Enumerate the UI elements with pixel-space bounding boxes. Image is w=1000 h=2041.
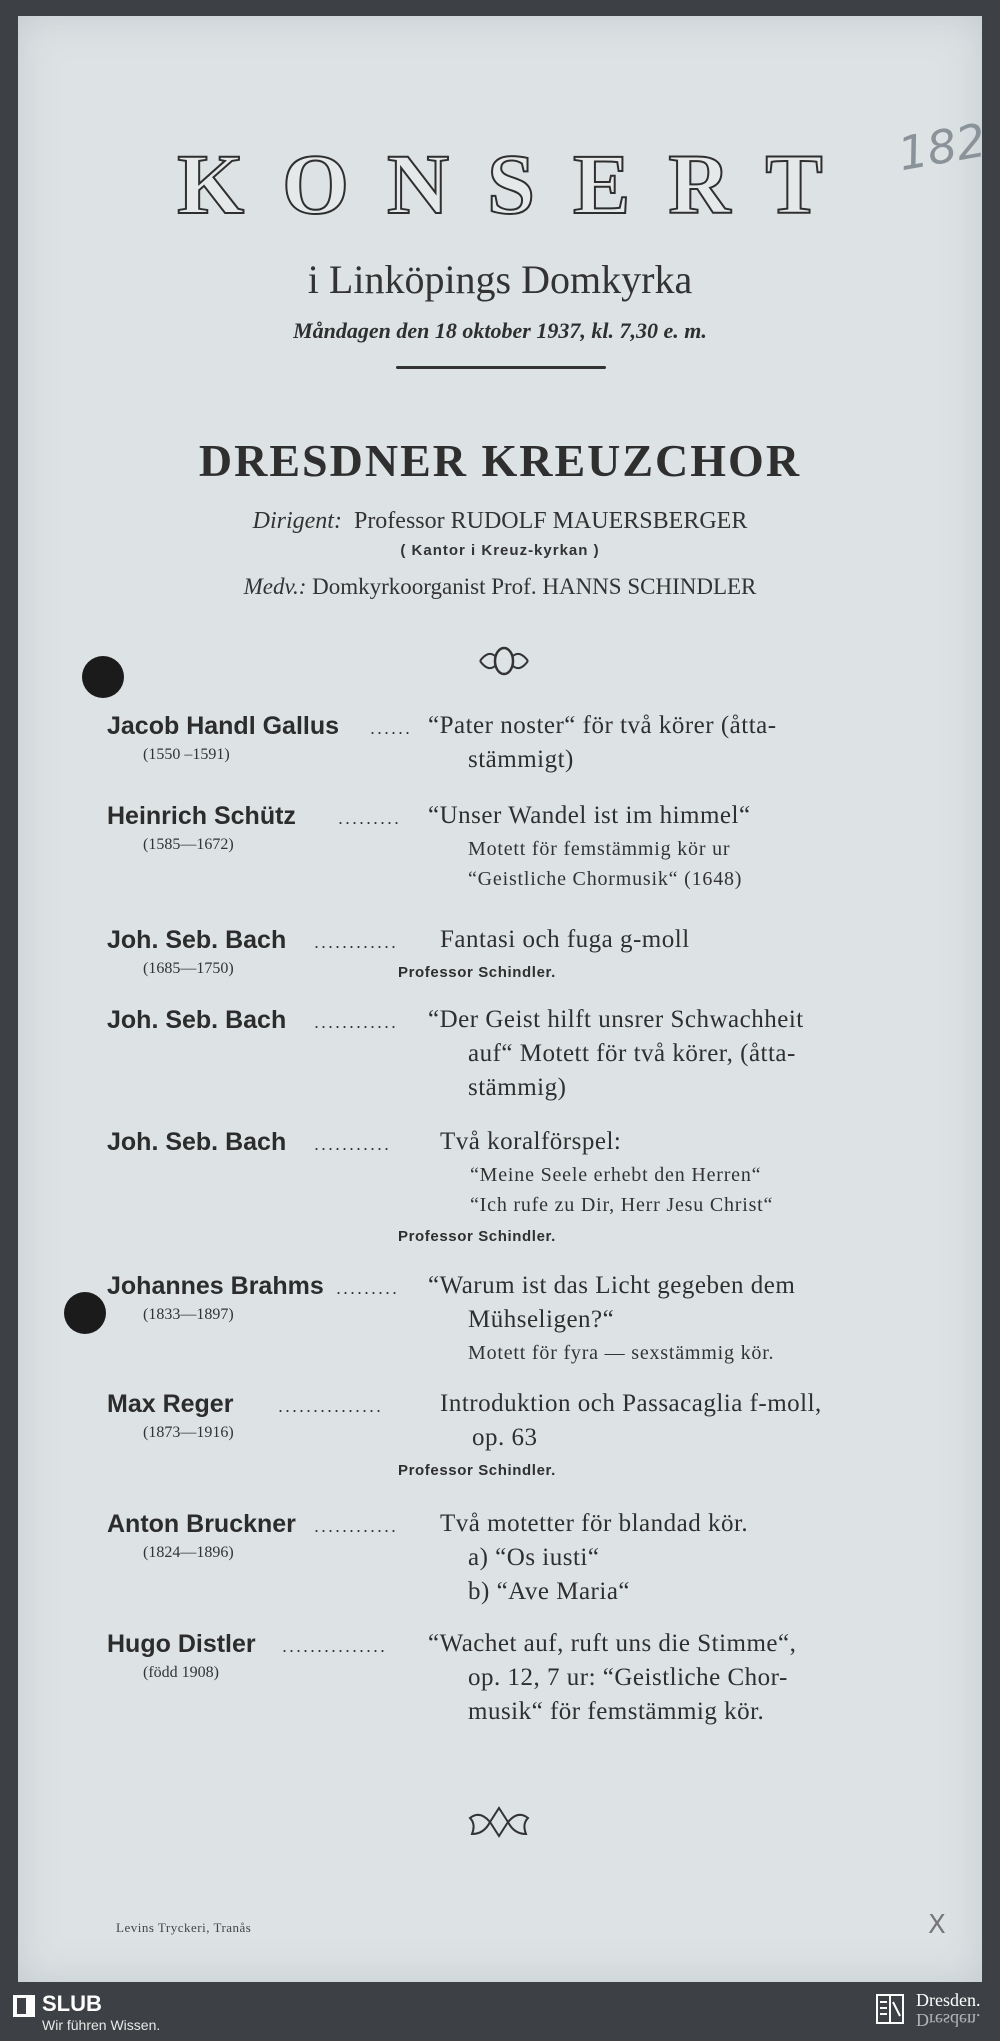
conductor-label: Dirigent: [252,508,342,534]
composer-years: (1685—1750) [143,960,234,977]
work-line: op. 63 [472,1424,538,1451]
work-line: “Geistliche Chormusik“ (1648) [468,868,743,890]
assist-label: Medv.: [243,574,307,599]
composer-years: (1833—1897) [143,1306,234,1323]
ornament-icon [464,1804,534,1840]
printer-credit: Levins Tryckeri, Tranås [116,1920,252,1935]
ornament-icon [476,644,532,678]
leader-dots: ............ [314,932,399,952]
choir-name: DRESDNER KREUZCHOR [198,435,802,486]
work-line: auf“ Motett för två körer, (åtta- [468,1040,796,1067]
composer-years: (1873—1916) [143,1424,234,1441]
conductor-note: ( Kantor i Kreuz-kyrkan ) [400,542,600,559]
slub-tagline: Wir führen Wissen. [42,2017,161,2033]
performer-note: Professor Schindler. [398,1228,556,1245]
conductor-name: Professor RUDOLF MAUERSBERGER [353,508,748,534]
work-line: stämmigt) [468,746,574,773]
leader-dots: ........... [314,1134,392,1154]
work-line: Två motetter för blandad kör. [440,1510,749,1537]
composer-years: (1824—1896) [143,1544,234,1561]
leader-dots: ...... [370,718,413,738]
composer-years: (född 1908) [143,1664,219,1681]
work-line: stämmig) [468,1074,567,1101]
leader-dots: ......... [338,808,402,828]
leader-dots: ............... [282,1636,388,1656]
work-line: “Pater noster“ för två körer (åtta- [428,712,777,739]
slub-logo-icon [12,1994,36,2018]
work-line: Fantasi och fuga g-moll [440,926,690,953]
leader-dots: ............ [314,1516,399,1536]
composer-years: (1585—1672) [143,836,234,853]
venue-subtitle: i Linköpings Domkyrka [307,257,693,302]
performer-note: Professor Schindler. [398,964,556,981]
work-line: Mühseligen?“ [468,1306,615,1333]
work-line: Introduktion och Passacaglia f-moll, [440,1390,822,1417]
dresden-text: Dresden. [916,1990,981,2010]
conductor-line [18,508,982,535]
punch-hole [82,656,124,698]
work-line: “Unser Wandel ist im himmel“ [428,802,751,829]
composer-name: Joh. Seb. Bach [107,1006,287,1034]
composer-years: (1550 –1591) [143,746,230,763]
leader-dots: ............... [278,1396,384,1416]
work-line: b) “Ave Maria“ [468,1578,631,1605]
divider-rule [396,366,606,369]
work-line: “Ich rufe zu Dir, Herr Jesu Christ“ [470,1194,774,1216]
dresden-text-mirrored: Dresden. [916,2010,981,2030]
punch-hole [64,1292,106,1334]
work-line: Motett för femstämmig kör ur [468,838,731,860]
performer-note: Professor Schindler. [398,1462,556,1479]
assist-line [18,574,982,600]
footer-bar [0,1988,1000,2041]
slub-logo-text: SLUB [42,1991,102,2016]
composer-name: Jacob Handl Gallus [107,712,340,740]
concert-date: Måndagen den 18 oktober 1937, kl. 7,30 e. m. [293,318,707,343]
work-line: a) “Os iusti“ [468,1544,600,1571]
poster-title: KONSERT [177,136,861,232]
composer-name: Hugo Distler [107,1630,256,1658]
work-line: Två koralförspel: [440,1128,622,1155]
assist-name: Domkyrkoorganist Prof. HANNS SCHINDLER [312,574,757,599]
handwritten-number: 182 [893,112,990,182]
composer-name: Anton Bruckner [107,1510,296,1538]
dresden-logo [916,1990,980,2030]
composer-name: Johannes Brahms [107,1272,324,1300]
work-line: musik“ för femstämmig kör. [468,1698,765,1725]
work-line: “Warum ist das Licht gegeben dem [428,1272,796,1299]
work-line: op. 12, 7 ur: “Geistliche Chor- [468,1664,788,1691]
work-line: Motett för fyra — sexstämmig kör. [468,1342,775,1364]
poster-sheet [18,16,990,1982]
composer-name: Joh. Seb. Bach [107,1128,287,1156]
work-line: “Wachet auf, ruft uns die Stimme“, [428,1630,797,1657]
handwritten-mark: X [928,1910,946,1940]
composer-name: Joh. Seb. Bach [107,926,287,954]
leader-dots: ............ [314,1012,399,1032]
composer-name: Heinrich Schütz [107,802,296,830]
work-line: “Der Geist hilft unsrer Schwachheit [428,1006,804,1033]
dresden-crest-icon [876,1994,904,2024]
work-line: “Meine Seele erhebt den Herren“ [470,1164,762,1186]
composer-name: Max Reger [107,1390,234,1418]
leader-dots: ......... [336,1278,400,1298]
